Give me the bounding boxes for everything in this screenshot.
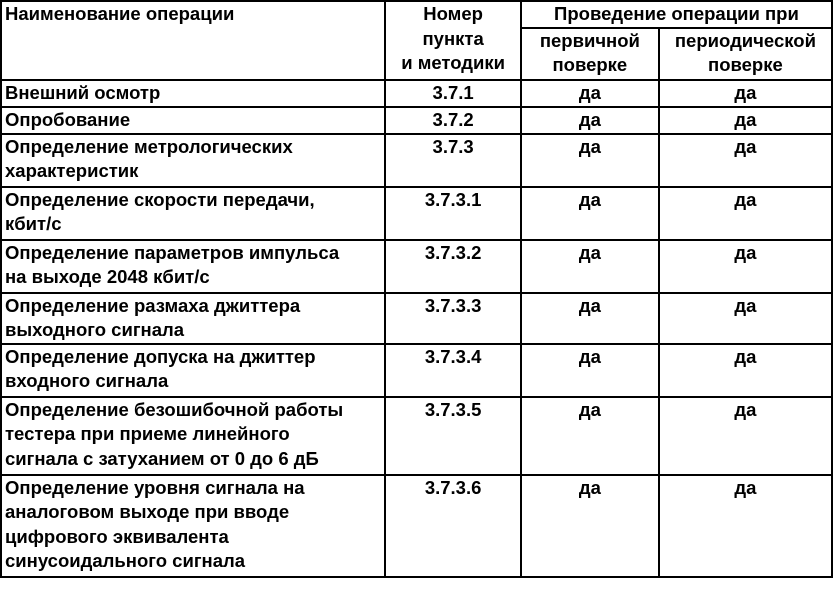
operation-name-line: характеристик	[5, 160, 139, 181]
table-row	[1, 240, 832, 293]
item-number-cell: 3.7.3.2	[385, 240, 521, 293]
periodic-cell: да	[659, 107, 832, 134]
table-row	[1, 397, 832, 475]
periodic-cell: да	[659, 134, 832, 187]
primary-cell: да	[521, 134, 659, 187]
table-row	[1, 293, 832, 344]
operation-name-cell	[1, 107, 385, 134]
operation-name-line: входного сигнала	[5, 370, 169, 391]
operation-name-cell	[1, 293, 385, 344]
header-primary-line: первичной	[539, 29, 640, 51]
header-primary	[521, 28, 659, 80]
item-number-cell: 3.7.3.6	[385, 475, 521, 577]
header-operation-name: Наименование операции	[1, 1, 385, 80]
operation-name-line: Определение допуска на джиттер	[5, 345, 316, 367]
operation-name-line: Определение безошибочной работы	[5, 398, 344, 420]
table-row	[1, 344, 832, 397]
item-number-cell: 3.7.3.1	[385, 187, 521, 240]
operation-name-line: Определение скорости передачи,	[5, 188, 315, 210]
table-row	[1, 187, 832, 240]
periodic-cell: да	[659, 344, 832, 397]
operation-name-cell	[1, 397, 385, 475]
table-row	[1, 107, 832, 134]
operation-name-cell	[1, 240, 385, 293]
periodic-cell: да	[659, 475, 832, 577]
primary-cell: да	[521, 187, 659, 240]
primary-cell: да	[521, 80, 659, 107]
table-row	[1, 475, 832, 577]
header-conducting: Проведение операции при	[521, 1, 832, 28]
table-row	[1, 80, 832, 107]
operation-name-cell	[1, 187, 385, 240]
operation-name-line: Опробование	[5, 108, 131, 130]
operation-name-line: Определение размаха джиттера	[5, 294, 301, 316]
primary-cell: да	[521, 475, 659, 577]
header-item-number	[385, 1, 521, 80]
periodic-cell: да	[659, 397, 832, 475]
operation-name-line: на выходе 2048 кбит/с	[5, 266, 210, 287]
primary-cell: да	[521, 107, 659, 134]
primary-cell: да	[521, 344, 659, 397]
item-number-cell: 3.7.3.3	[385, 293, 521, 344]
operation-name-line: цифрового эквивалента	[5, 525, 229, 547]
item-number-cell: 3.7.2	[385, 107, 521, 134]
operation-name-line: тестера при приеме линейного	[5, 423, 290, 444]
item-number-cell: 3.7.3.5	[385, 397, 521, 475]
primary-cell: да	[521, 240, 659, 293]
operation-name-line: Внешний осмотр	[5, 81, 161, 103]
header-periodic	[659, 28, 832, 80]
header-periodic-line: поверке	[708, 54, 783, 75]
header-item-number-line: пункта	[422, 27, 484, 49]
periodic-cell: да	[659, 187, 832, 240]
operation-name-cell	[1, 134, 385, 187]
table-row	[1, 134, 832, 187]
operation-name-line: сигнала с затуханием от 0 до 6 дБ	[5, 447, 319, 469]
header-item-number-line: и методики	[401, 52, 506, 73]
operation-name-line: аналоговом выходе при вводе	[5, 501, 290, 522]
item-number-cell: 3.7.3.4	[385, 344, 521, 397]
operation-name-line: кбит/с	[5, 213, 62, 234]
primary-cell: да	[521, 397, 659, 475]
header-primary-line: поверке	[552, 54, 628, 75]
operation-name-cell	[1, 344, 385, 397]
operation-name-line: выходного сигнала	[5, 319, 185, 340]
periodic-cell: да	[659, 293, 832, 344]
operation-name-line: синусоидального сигнала	[5, 550, 246, 571]
operation-name-line: Определение уровня сигнала на	[5, 476, 305, 498]
item-number-cell: 3.7.1	[385, 80, 521, 107]
primary-cell: да	[521, 293, 659, 344]
table-header-row	[1, 1, 832, 28]
periodic-cell: да	[659, 240, 832, 293]
operation-name-line: Определение метрологических	[5, 135, 293, 157]
periodic-cell: да	[659, 80, 832, 107]
header-item-number-line: Номер	[423, 3, 483, 24]
operation-name-cell	[1, 475, 385, 577]
item-number-cell: 3.7.3	[385, 134, 521, 187]
operation-name-line: Определение параметров импульса	[5, 241, 340, 263]
operation-name-cell	[1, 80, 385, 107]
header-periodic-line: периодической	[674, 29, 816, 51]
